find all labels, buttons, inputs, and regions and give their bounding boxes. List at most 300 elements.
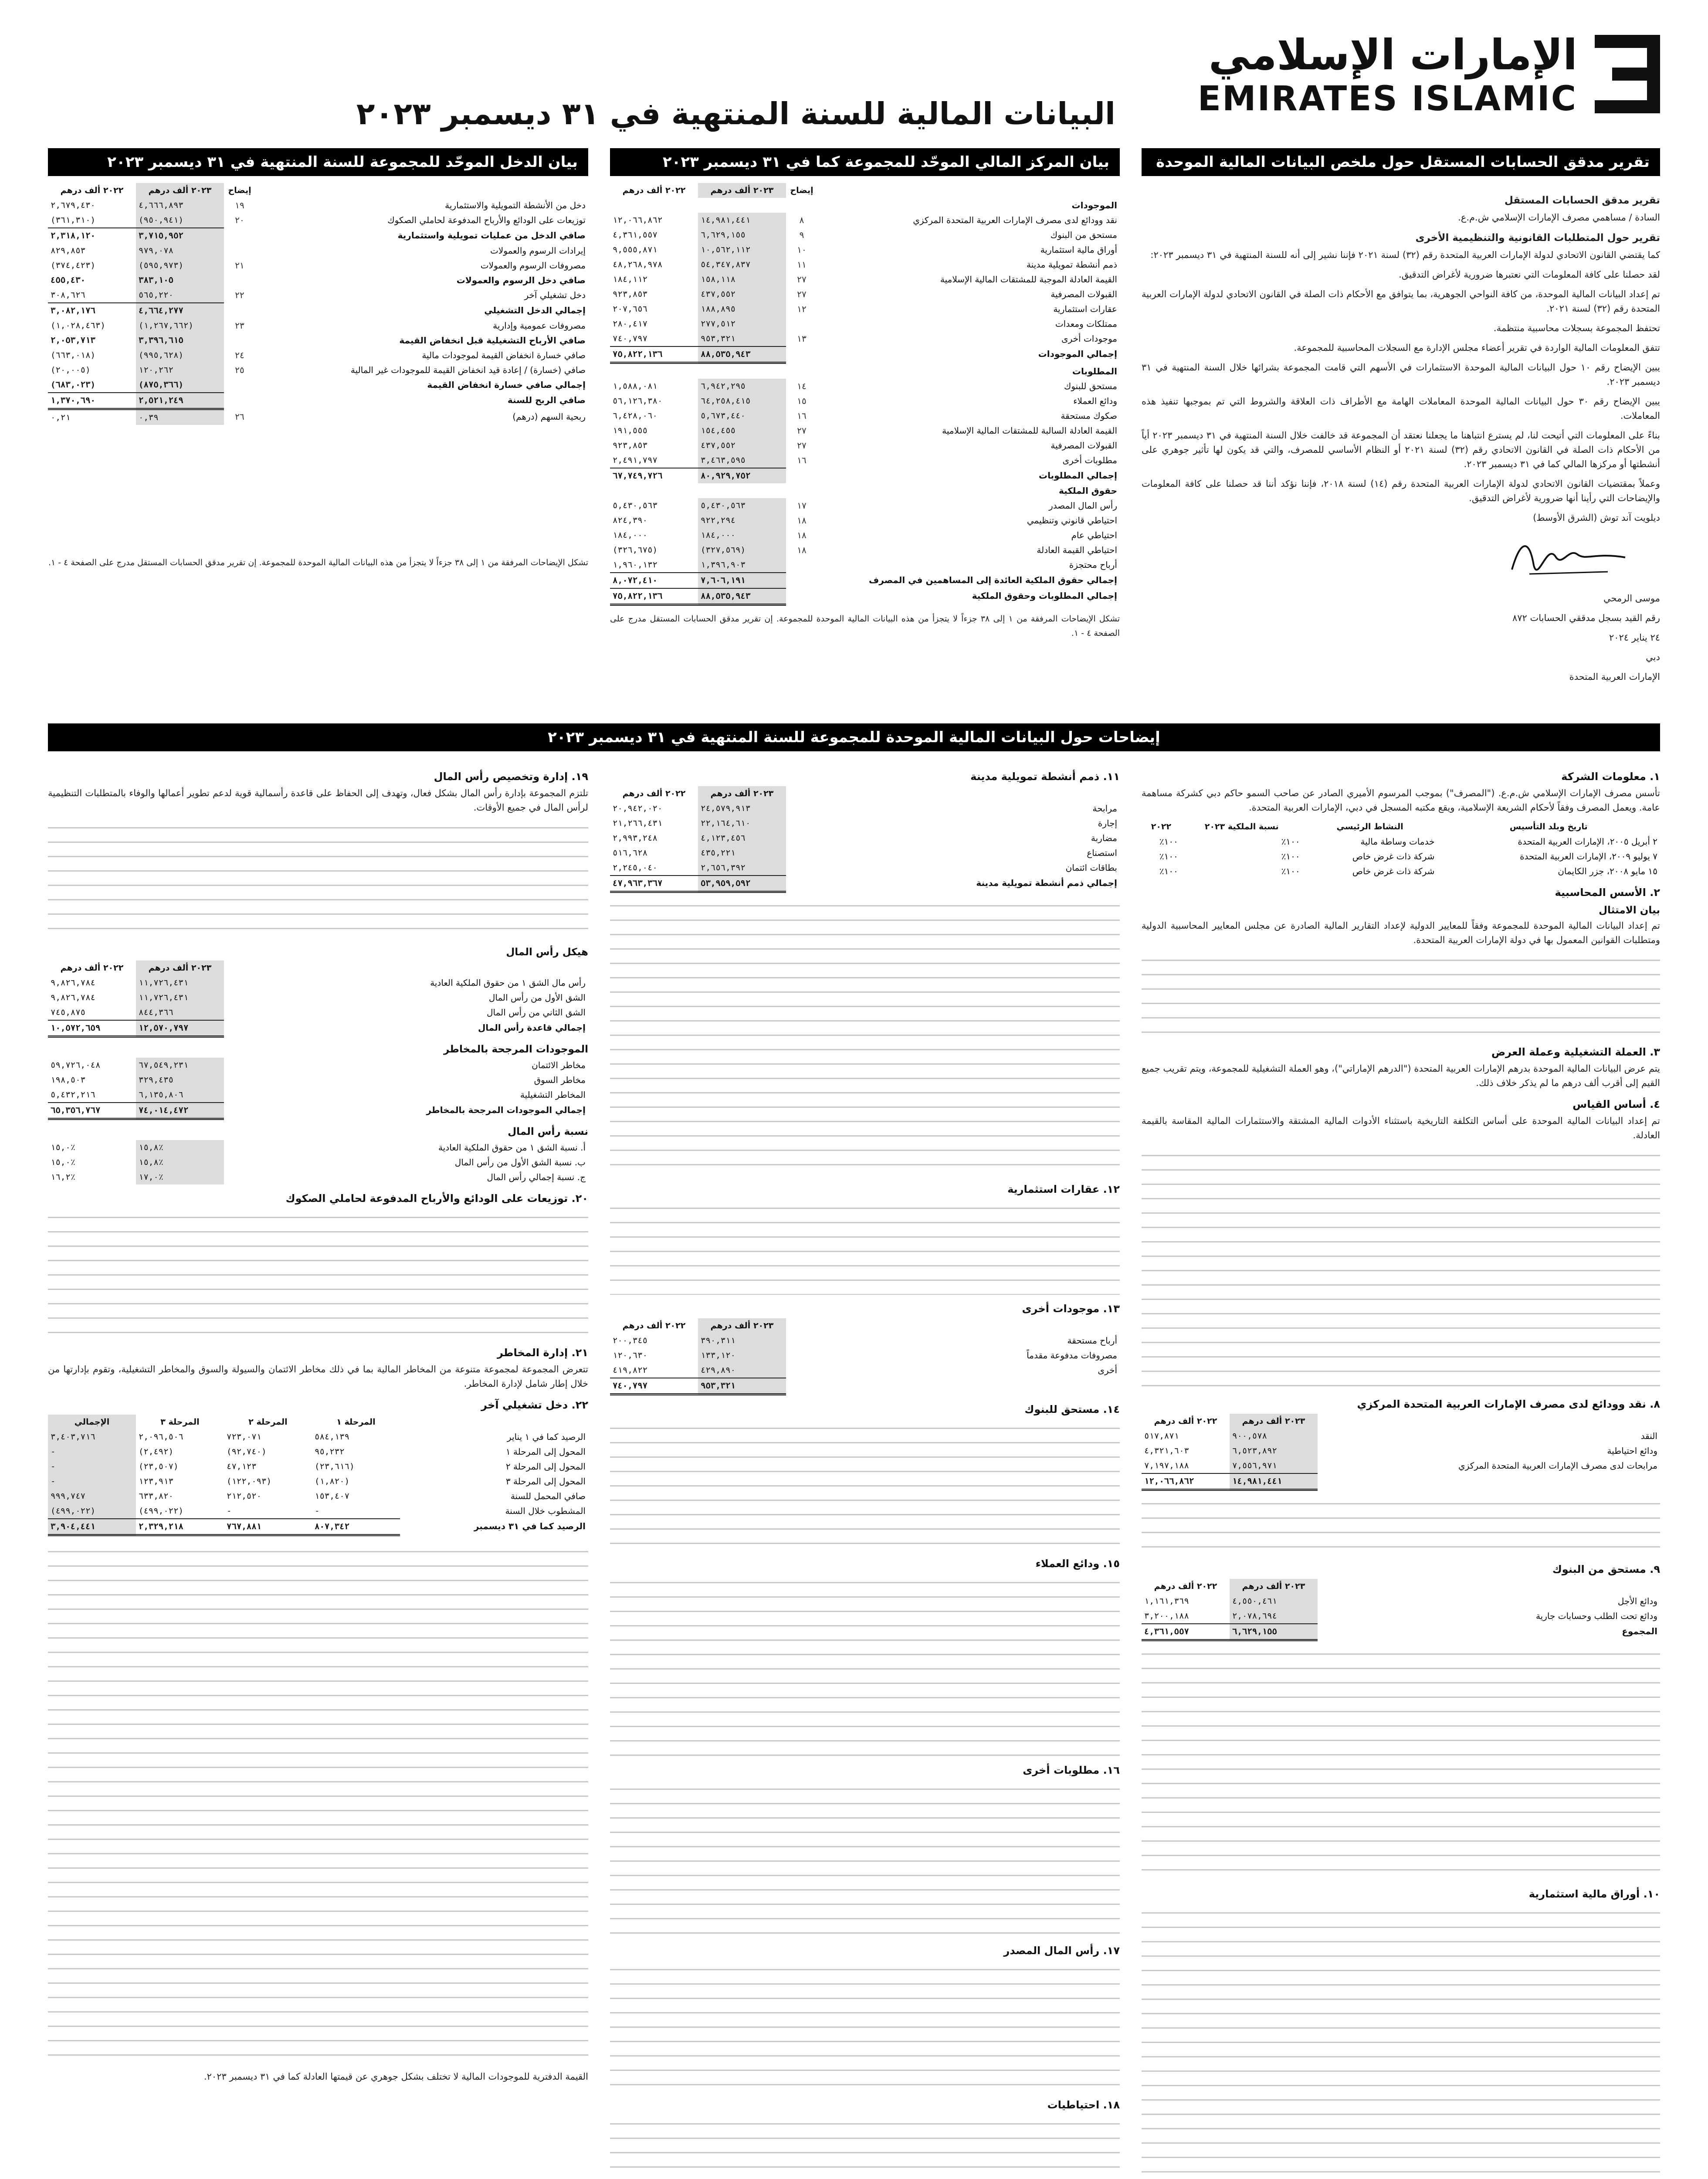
- row-value-2022: ٤٨,٢٦٨,٩٧٨: [613, 260, 663, 269]
- row-value-2022: ٩,٨٢٦,٧٨٤: [51, 993, 95, 1002]
- row-label: ب. نسبة الشق الأول من رأس المال: [454, 1157, 586, 1168]
- row-label: إجمالي صافي خسارة انخفاض القيمة: [427, 380, 586, 390]
- table-row: [1142, 1443, 1660, 1458]
- stage-value-a: (١,٨٢٠): [315, 1476, 350, 1486]
- row-value-2023: ١٥,٨٪: [136, 1140, 224, 1155]
- row-value-2022: ٤,٣٦١,٥٥٧: [613, 230, 657, 240]
- table-row: [610, 573, 1120, 588]
- row-value-2023: ٧,٥٥٦,٩٧١: [1230, 1458, 1318, 1473]
- table-row: [1142, 1473, 1660, 1490]
- table-row: [48, 409, 588, 425]
- row-value-2022: ٢,٢٤٥,٠٤٠: [613, 863, 657, 872]
- row-note-ref: ١٧: [797, 500, 807, 511]
- table-row: [610, 242, 1120, 257]
- row-value-2023: ١١,٧٢٦,٤٣١: [136, 990, 224, 1005]
- income-col-cur: ٢٠٢٣ ألف درهم: [136, 183, 224, 198]
- table-row: [48, 273, 588, 288]
- row-value-2023: ٤,٦٦٦,٨٩٣: [136, 198, 224, 213]
- table-group-heading: المطلوبات: [1072, 366, 1117, 377]
- row-note-ref: ١٥: [797, 396, 807, 406]
- row-label: القيمة العادلة السالبة للمشتقات المالية الإسلامية: [942, 425, 1117, 436]
- row-value-2023: ٣,٣٩٦,٦١٥: [136, 333, 224, 348]
- row-value-2023: ٦,٥٢٣,٨٩٢: [1230, 1443, 1318, 1458]
- row-label: المجموع: [1622, 1626, 1657, 1636]
- row-value-2022: ٧٤٠,٧٩٧: [610, 1378, 698, 1395]
- row-label: مرابحات لدى مصرف الإمارات العربية المتحدة المركزي: [1458, 1460, 1657, 1471]
- stage-value-c: ٢,٣٢٩,٢١٨: [136, 1519, 224, 1535]
- stage-value-d: ٣,٤٠٣,٧١٦: [48, 1429, 136, 1444]
- row-label: مستحق من البنوك: [1050, 230, 1117, 240]
- table-row: [48, 1020, 588, 1037]
- row-value-2023: ٤٣٧,٥٥٢: [698, 438, 786, 453]
- row-note-ref: [224, 333, 255, 348]
- row-note-ref: [786, 557, 817, 573]
- table-row: [48, 1444, 588, 1459]
- row-label: صافي (خسارة) / إعادة قيد انخفاض القيمة للموجودات غير المالية: [350, 365, 586, 375]
- row-label: دخل من الأنشطة التمويلية والاستثمارية: [445, 200, 586, 210]
- note-14-body-lines: [610, 1419, 1120, 1550]
- row-value-2023: (١,٢٦٧,٦٦٢): [136, 318, 224, 333]
- row-value-2023: ١,٣٩٦,٩٠٣: [698, 557, 786, 573]
- row-value-2022: ٨,٠٧٢,٤١٠: [610, 573, 698, 588]
- note-11-table: ٢٠٢٣ ألف درهم ٢٠٢٢ ألف درهم مرابحة ٢٤,٥٧٩,٩١٣ ٢٠,٩٤٢,٠٢٠ إجارة ٢٢,١٦٤,٦١٠ ٢١,٢٦٦,٤٣١ مضاربة ٤,١٢٣,٤٥٦ ٢,٩٩٣,٢٤٨ استصناع ٤٣٥,٢٢١ ٥١٦,٦٢٨ بطاقات ائتمان ٢,٦٥٦,٣٩٢ ٢,٢٤٥,٠٤٠ إجمالي ذمم أنشطة تمويلية مدينة ٥٣,٩٥٩,٥٩٢ ٤٧,٩٦٣,٣٦٧: [610, 786, 1120, 893]
- stage-value-d: (٤٩٩,٠٢٢): [48, 1504, 136, 1519]
- note-18-title: ١٨. احتياطيات: [1047, 2099, 1120, 2111]
- note-11-body-lines: [610, 896, 1120, 1175]
- row-label: ودائع احتياطية: [1607, 1446, 1657, 1456]
- note-21-title: ٢١. إدارة المخاطر: [497, 1347, 588, 1359]
- row-value-2022: ٩,٨٢٦,٧٨٤: [51, 978, 95, 988]
- balance-footnote: تشكل الإيضاحات المرفقة من ١ إلى ٣٨ جزءاً لا يتجزأ من هذه البيانات المالية الموحدة للمجموعة. إن تقرير مدقق الحسابات المستقل مدرج على الصفحة ٤ - ١.: [610, 614, 1120, 638]
- row-value-2023: ١٨٨,٨٩٥: [698, 302, 786, 316]
- stage-h-3: المرحلة ٣: [160, 1417, 200, 1427]
- row-note-ref: ١٩: [235, 200, 244, 210]
- note-4-title: ٤. أساس القياس: [1572, 1098, 1660, 1110]
- row-label: مستحق للبنوك: [1064, 381, 1117, 391]
- note-16-body-lines: [610, 1780, 1120, 1937]
- row-label: صكوك مستحقة: [1061, 411, 1117, 421]
- row-label: إجمالي المطلوبات وحقوق الملكية: [972, 591, 1117, 601]
- row-note-ref: [786, 573, 817, 588]
- row-label: صافي خسارة انخفاض القيمة لموجودات مالية: [422, 350, 586, 360]
- row-label: صافي الربح للسنة: [507, 395, 586, 405]
- row-label: المحول إلى المرحلة ٣: [505, 1476, 586, 1487]
- stage-value-b: (٩٢,٧٤٠): [227, 1447, 267, 1456]
- note-19-body-lines: [48, 818, 588, 940]
- subsidiaries-table: [1142, 819, 1660, 879]
- row-value-2023: ٢,٦٥٦,٣٩٢: [698, 860, 786, 876]
- row-note-ref: [786, 316, 817, 331]
- auditor-partner: موسى الرمحي: [1603, 593, 1660, 604]
- table-row: [610, 1378, 1120, 1395]
- row-value-2023: ٠,٣٩: [136, 409, 224, 425]
- row-label: دخل تشغيلي آخر: [524, 290, 586, 300]
- table-row: [610, 1348, 1120, 1363]
- row-value-2022: ٣,٢٠٠,١٨٨: [1144, 1611, 1189, 1621]
- stage-value-c: (٢,٤٩٢): [139, 1447, 174, 1456]
- row-value-2022: ١,١٦١,٣٦٩: [1144, 1596, 1189, 1606]
- stage-value-b: ٤٧,١٢٣: [227, 1462, 257, 1471]
- row-label: إجمالي الدخل التشغيلي: [484, 305, 586, 316]
- brand-mark-icon: [1595, 35, 1660, 113]
- row-label: مخاطر الائتمان: [532, 1060, 586, 1070]
- stage-value-b: -: [227, 1506, 232, 1516]
- row-value-2022: ٥١٦,٦٢٨: [613, 848, 648, 858]
- row-label: ودائع العملاء: [1073, 396, 1117, 406]
- row-value-2023: ٤٢٩,٨٩٠: [698, 1363, 786, 1378]
- table-row: [48, 1073, 588, 1087]
- auditor-p4: تحتفظ المجموعة بسجلات محاسبية منتظمة.: [1493, 323, 1660, 333]
- subs-cell-c: ١٠٠٪: [1281, 851, 1300, 862]
- auditor-city: دبي: [1646, 652, 1660, 662]
- stage-value-a: ١٥٣,٤٠٧: [315, 1491, 350, 1501]
- row-note-ref: ٨: [799, 215, 804, 225]
- row-label: احتياطي عام: [1071, 530, 1117, 540]
- note-2-text: تم إعداد البيانات المالية الموحدة للمجموعة وفقاً للمعايير الدولية لإعداد التقارير المالية الصادرة عن مجلس المعايير المحاسبية الدولية ومتطلبات القوانين المعمول بها في دولة الإمارات العربية المتحدة.: [1142, 920, 1660, 945]
- stage-value-b: (١٢٢,٠٩٣): [227, 1476, 271, 1486]
- row-value-2022: ١٩١,٥٥٥: [613, 426, 648, 435]
- row-value-2022: ١٨٤,٠٠٠: [613, 530, 648, 540]
- note-3-title: ٣. العملة التشغيلية وعملة العرض: [1491, 1046, 1660, 1058]
- row-note-ref: ١٨: [797, 515, 807, 526]
- row-label: ذمم أنشطة تمويلية مدينة: [1026, 259, 1117, 270]
- table-row: [610, 346, 1120, 363]
- stage-value-b: ٧٦٧,٨٨١: [224, 1519, 312, 1535]
- row-note-ref: ٢٧: [797, 274, 807, 285]
- auditor-p6: يبين الإيضاح رقم ١٠ حول البيانات المالية الموحدة الاستثمارات في الأسهم التي قامت المجموعة بشرائها خلال السنة المنتهية في ٣١ ديسمبر ٢٠٢٣.: [1142, 362, 1660, 387]
- table-row: [48, 243, 588, 258]
- row-label: مصروفات الرسوم والعمولات: [480, 260, 586, 271]
- note-17-title: ١٧. رأس المال المصدر: [1003, 1945, 1120, 1957]
- row-label: مصروفات عمومية وإدارية: [493, 320, 586, 331]
- table-row: [610, 1363, 1120, 1378]
- table-row: [610, 860, 1120, 876]
- auditor-firm: ديلويت آند توش (الشرق الأوسط): [1533, 513, 1660, 523]
- stage-value-a: ٩٥,٢٣٢: [315, 1447, 345, 1456]
- row-note-ref: ١٦: [797, 455, 807, 465]
- row-note-ref: [224, 303, 255, 318]
- row-value-2023: ٦,٦٢٩,١٥٥: [1230, 1624, 1318, 1640]
- row-value-2023: ١٥,٨٪: [136, 1155, 224, 1170]
- note-12-title: ١٢. عقارات استثمارية: [1007, 1183, 1120, 1195]
- row-label: صافي دخل الرسوم والعمولات: [456, 275, 586, 285]
- row-value-2022: ٢٠٧,٦٥٦: [613, 304, 648, 314]
- table-row: [610, 379, 1120, 394]
- row-value-2022: ٢٨٠,٤١٧: [613, 319, 648, 329]
- row-value-2023: ٦,٦٢٩,١٥٥: [698, 227, 786, 242]
- table-row: [610, 394, 1120, 408]
- auditor-p9: وعملاً بمقتضيات القانون الاتحادي لدولة الإمارات العربية المتحدة رقم (١٤) لسنة ٢٠١٨، فإننا نؤكد أننا قد حصلنا على كافة المعلومات والإيضاحات التي رأينا أنها ضرورية لأغراض التدقيق.: [1142, 479, 1660, 503]
- note-19-text: تلتزم المجموعة بإدارة رأس المال بشكل فعال، وتهدف إلى الحفاظ على قاعدة رأسمالية قوية لدعم تطوير أعمالها والوفاء بالمتطلبات التنظيمية لرأس المال في جميع الأوقات.: [48, 788, 588, 813]
- page-title: البيانات المالية للسنة المنتهية في ٣١ ديسمبر ٢٠٢٣: [356, 96, 1115, 132]
- note-9-body-lines: [1142, 1645, 1660, 1880]
- row-label: ربحية السهم (درهم): [512, 411, 586, 422]
- row-value-2022: ٦,٤٢٨,٠٦٠: [613, 411, 657, 421]
- note-22-title: ٢٢. دخل تشغيلي آخر: [481, 1399, 588, 1411]
- row-label: إجمالي الموجودات المرجحة بالمخاطر: [426, 1105, 586, 1115]
- row-label: الشق الأول من رأس المال: [488, 992, 586, 1003]
- row-value-2023: ٥,٦٧٣,٤٤٠: [698, 408, 786, 423]
- row-value-2023: ٨٨,٥٣٥,٩٤٣: [698, 346, 786, 363]
- stage-value-c: ١٢٣,٩١٣: [139, 1476, 174, 1486]
- row-value-2023: ٨٨,٥٣٥,٩٤٣: [698, 588, 786, 605]
- note-22-body-lines: [48, 1542, 588, 2065]
- table-row: [610, 316, 1120, 331]
- note-16-title: ١٦. مطلوبات أخرى: [1023, 1764, 1120, 1776]
- row-label: الرصيد كما في ٣١ ديسمبر: [474, 1521, 586, 1531]
- row-label: النقد: [1640, 1431, 1657, 1441]
- row-note-ref: ١٢: [797, 304, 807, 314]
- table-row: [1142, 1458, 1660, 1473]
- row-value-2022: ٧,١٩٧,١٨٨: [1144, 1461, 1189, 1470]
- row-note-ref: [224, 243, 255, 258]
- note-2-body-lines: [1142, 951, 1660, 1038]
- row-value-2023: ١٢٠,٢٦٢: [136, 363, 224, 377]
- row-note-ref: [786, 468, 817, 483]
- row-note-ref: ١٣: [797, 333, 807, 344]
- stage-value-d: -: [48, 1444, 136, 1459]
- balance-sheet: [610, 183, 1120, 715]
- balance-col-cur: ٢٠٢٣ ألف درهم: [698, 183, 786, 198]
- note-8-table: ٢٠٢٣ ألف درهم ٢٠٢٢ ألف درهم النقد ٩٠٠,٥٧٨ ٥١٧,٨٧١ ودائع احتياطية ٦,٥٢٣,٨٩٢ ٤,٣٢١,٦٠٣ مرابحات لدى مصرف الإمارات العربية المتحدة المركزي ٧,٥٥٦,٩٧١ ٧,١٩٧,١٨٨ ١٤,٩٨١,٤٤١ ١٢,٠٦٦,٨٦٢: [1142, 1414, 1660, 1491]
- table-row: [48, 1504, 588, 1519]
- row-label: رأس مال الشق ١ من حقوق الملكية العادية: [430, 977, 586, 988]
- row-value-2022: ١٦,٢٪: [51, 1172, 76, 1182]
- table-row: [1142, 834, 1660, 849]
- row-note-ref: ١٤: [797, 381, 807, 391]
- row-label: القيمة العادلة الموجبة للمشتقات المالية الإسلامية: [940, 274, 1117, 285]
- row-value-2022: ٠,٢١: [51, 413, 71, 422]
- table-row: [610, 468, 1120, 483]
- row-label: [1318, 1473, 1660, 1490]
- table-row: [48, 1170, 588, 1185]
- capital-table: ٢٠٢٣ ألف درهم ٢٠٢٢ ألف درهم رأس مال الشق ١ من حقوق الملكية العادية ١١,٧٢٦,٤٣١ ٩,٨٢٦,٧٨٤ الشق الأول من رأس المال ١١,٧٢٦,٤٣١ ٩,٨٢٦,٧٨٤ الشق الثاني من رأس المال ٨٤٤,٣٦٦ ٧٤٥,٨٧٥ إجمالي قاعدة رأس المال ١٢,٥٧٠,٧٩٧ ١٠,٥٧٢,٦٥٩: [48, 961, 588, 1038]
- row-value-2023: ٥٣,٩٥٩,٥٩٢: [698, 876, 786, 892]
- balance-table: إيضاح ٢٠٢٣ ألف درهم ٢٠٢٢ ألف درهم الموجودات نقد وودائع لدى مصرف الإمارات العربية المتحدة المركزي ٨ ١٤,٩٨١,٤٤١ ١٢,٠٦٦,٨٦٢ مستحق من البنوك ٩ ٦,٦٢٩,١٥٥ ٤,٣٦١,٥٥٧ أوراق مالية استثمارية ١٠ ١٠,٥٦٢,١١٢ ٩,٥٥٥,٨٧١ ذمم أنشطة تمويلية مدينة ١١ ٥٤,٣٤٧,٨٣٧ ٤٨,٢٦٨,٩٧٨ القيمة العادلة الموجبة للمشتقات المالية الإسلامية ٢٧ ١٥٨,١١٨ ١٨٤,١١٢ القبولات المصرفية ٢٧ ٤٣٧,٥٥٢ ٩٢٣,٨٥٣ عقارات استثمارية ١٢ ١٨٨,٨٩٥ ٢٠٧,٦٥٦ ممتلكات ومعدات ٢٧٧,٥١٢ ٢٨٠,٤١٧ موجودات أخرى ١٣ ٩٥٣,٣٢١ ٧٤٠,٧٩٧ إجمالي الموجودات ٨٨,٥٣٥,٩٤٣ ٧٥,٨٢٢,١٣٦ المطلوبات مستحق للبنوك ١٤ ٦,٩٤٢,٢٩٥ ١,٥٨٨,٠٨١ ودائع العملاء ١٥ ٦٤,٢٥٨,٤١٥ ٥٦,١٢٦,٣٨٠ صكوك مستحقة ١٦ ٥,٦٧٣,٤٤٠ ٦,٤٢٨,٠٦٠ القيمة العادلة السالبة للمشتقات المالية الإسلامية ٢٧ ١٥٤,٤٥٥ ١٩١,٥٥٥ القبولات المصرفية ٢٧ ٤٣٧,٥٥٢ ٩٢٣,٨٥٣ مطلوبات أخرى ١٦ ٣,٤٦٣,٥٩٥ ٢,٤٩١,٧٩٧ إجمالي المطلوبات ٨٠,٩٢٩,٧٥٢ ٦٧,٧٤٩,٧٢٦ حقوق الملكية رأس المال المصدر ١٧ ٥,٤٣٠,٥٦٣ ٥,٤٣٠,٥٦٣ احتياطي قانوني وتنظيمي ١٨ ٩٢٢,٢٩٤ ٨٢٤,٣٩٠ احتياطي عام ١٨ ١٨٤,٠٠٠ ١٨٤,٠٠٠ احتياطي القيمة العادلة ١٨ (٣٢٧,٥٦٩) (٣٢٦,٦٧٥) أرباح محتجزة ١,٣٩٦,٩٠٣ ١,٩٦٠,١٣٢ إجمالي حقوق الملكية العائدة إلى المساهمين في المصرف ٧,٦٠٦,١٩١ ٨,٠٧٢,٤١٠ إجمالي المطلوبات وحقوق الملكية ٨٨,٥٣٥,٩٤٣ ٧٥,٨٢٢,١٣٦: [610, 183, 1120, 606]
- table-row: [610, 816, 1120, 831]
- row-value-2023: (٩٩٥,٦٢٨): [136, 348, 224, 363]
- capital-structure-title: هيكل رأس المال: [506, 947, 588, 958]
- row-label: [786, 1378, 1120, 1395]
- row-value-2022: (٣٦١,٣١٠): [51, 215, 95, 225]
- row-value-2022: ٩,٥٥٥,٨٧١: [613, 245, 657, 255]
- row-value-2022: ٤٧,٩٦٣,٣٦٧: [610, 876, 698, 892]
- subs-cell-a: ٧ يوليو ٢٠٠٩، الإمارات العربية المتحدة: [1520, 851, 1657, 862]
- row-value-2023: ١٣٣,١٢٠: [698, 1348, 786, 1363]
- row-note-ref: ٢٧: [797, 289, 807, 299]
- stage-value-d: ٩٩٩,٧٤٧: [48, 1489, 136, 1504]
- table-row: [48, 363, 588, 377]
- notes-column-3: [48, 763, 588, 2179]
- row-value-2023: ١١,٧٢٦,٤٣١: [136, 975, 224, 990]
- row-value-2022: ٨٢٩,٨٥٣: [51, 246, 86, 255]
- row-value-2022: (٦٦٣,٠١٨): [51, 350, 95, 360]
- row-note-ref: [786, 346, 817, 363]
- auditor-registration: رقم القيد بسجل مدققي الحسابات ٨٧٢: [1512, 613, 1660, 623]
- note-20-body-lines: [48, 1208, 588, 1339]
- auditor-p8: بناءً على المعلومات التي أتيحت لنا، لم يسترع انتباهنا ما يجعلنا نعتقد أن المجموعة قد خالفت خلال السنة المنتهية في ٣١ ديسمبر ٢٠٢٣ أياً من الأحكام ذات الصلة في القانون الاتحادي رقم (٣٢) لسنة ٢٠٢١ أو النظام الأساسي للمصرف، والتي قد يكون لها تأثير جوهري على أنشطتها أو مركزها المالي كما في ٣١ ديسمبر ٢٠٢٣.: [1142, 430, 1660, 469]
- row-value-2022: ١٩٨,٥٠٣: [51, 1075, 86, 1085]
- note-10-title: ١٠. أوراق مالية استثمارية: [1528, 1888, 1660, 1900]
- row-value-2022: ٢٠٠,٣٤٥: [613, 1336, 648, 1345]
- table-row: [48, 288, 588, 303]
- income-statement: [48, 183, 588, 715]
- table-row: [610, 227, 1120, 242]
- table-row: [610, 302, 1120, 316]
- row-value-2023: ١٥٤,٤٥٥: [698, 423, 786, 438]
- income-table: إيضاح ٢٠٢٣ ألف درهم ٢٠٢٢ ألف درهم دخل من الأنشطة التمويلية والاستثمارية ١٩ ٤,٦٦٦,٨٩٣ ٢,٦٧٩,٤٣٠ توزيعات على الودائع والأرباح المدفوعة لحاملي الصكوك ٢٠ (٩٥٠,٩٤١) (٣٦١,٣١٠) صافي الدخل من عمليات تمويلية واستثمارية ٣,٧١٥,٩٥٢ ٢,٣١٨,١٢٠ إيرادات الرسوم والعمولات ٩٧٩,٠٧٨ ٨٢٩,٨٥٣ مصروفات الرسوم والعمولات ٢١ (٥٩٥,٩٧٣) (٣٧٤,٤٢٣) صافي دخل الرسوم والعمولات ٣٨٣,١٠٥ ٤٥٥,٤٣٠ دخل تشغيلي آخر ٢٢ ٥٦٥,٢٢٠ ٣٠٨,٦٢٦ إجمالي الدخل التشغيلي ٤,٦٦٤,٢٧٧ ٣,٠٨٢,١٧٦ مصروفات عمومية وإدارية ٢٣ (١,٢٦٧,٦٦٢) (١,٠٢٨,٤٦٣) صافي الأرباح التشغيلية قبل انخفاض القيمة ٣,٣٩٦,٦١٥ ٢,٠٥٣,٧١٣ صافي خسارة انخفاض القيمة لموجودات مالية ٢٤ (٩٩٥,٦٢٨) (٦٦٣,٠١٨) صافي (خسارة) / إعادة قيد انخفاض القيمة للموجودات غير المالية ٢٥ ١٢٠,٢٦٢ (٢٠,٠٠٥) إجمالي صافي خسارة انخفاض القيمة (٨٧٥,٣٦٦) (٦٨٣,٠٢٣) صافي الربح للسنة ٢,٥٢١,٢٤٩ ١,٣٧٠,٦٩٠ ربحية السهم (درهم) ٢٦ ٠,٣٩ ٠,٢١: [48, 183, 588, 425]
- row-value-2022: ٢,٠٥٣,٧١٣: [51, 336, 95, 345]
- row-label: احتياطي قانوني وتنظيمي: [1027, 515, 1117, 526]
- table-row: [1142, 1624, 1660, 1640]
- row-value-2022: ٧٥,٨٢٢,١٣٦: [610, 346, 698, 363]
- note-2-sub: بيان الامتثال: [1599, 905, 1660, 916]
- row-value-2023: ٢,٥٢١,٢٤٩: [136, 393, 224, 409]
- stage-value-c: (٤٩٩,٠٢٢): [139, 1506, 183, 1516]
- row-note-ref: ١٠: [797, 244, 807, 255]
- row-value-2022: (٣٢٦,٦٧٥): [613, 545, 657, 555]
- row-value-2023: ٦٤,٢٥٨,٤١٥: [698, 394, 786, 408]
- note-10-body-lines: [1142, 1904, 1660, 2179]
- row-value-2023: ٥٤,٣٤٧,٨٣٧: [698, 257, 786, 272]
- ratio-table: [48, 1140, 588, 1185]
- subs-h-c: نسبة الملكية ٢٠٢٣: [1204, 822, 1279, 832]
- row-label: مصروفات مدفوعة مقدماً: [1027, 1350, 1117, 1361]
- row-value-2022: ٢,٩٩٣,٢٤٨: [613, 833, 657, 843]
- stage-h-2: المرحلة ٢: [248, 1417, 288, 1427]
- row-label: احتياطي القيمة العادلة: [1037, 545, 1117, 555]
- row-value-2022: ٦٧,٧٤٩,٧٢٦: [610, 468, 698, 483]
- table-row: [610, 213, 1120, 227]
- row-value-2022: ١٢,٠٦٦,٨٦٢: [1142, 1473, 1230, 1490]
- table-row: [610, 543, 1120, 557]
- notes-section-title: إيضاحات حول البيانات المالية الموحدة للمجموعة للسنة المنتهية في ٣١ ديسمبر ٢٠٢٣: [48, 723, 1660, 751]
- row-note-ref: ١٦: [797, 411, 807, 421]
- row-value-2022: ٣٠٨,٦٢٦: [51, 290, 86, 300]
- table-heading-row: [610, 363, 1120, 379]
- note-21-text: تتعرض المجموعة لمجموعة متنوعة من المخاطر المالية بما في ذلك مخاطر الائتمان والسيولة والسوق والمخاطر التشغيلية، وتقوم بإدارتها من خلال إطار شامل لإدارة المخاطر.: [48, 1364, 588, 1389]
- row-value-2022: (٣٧٤,٤٢٣): [51, 261, 95, 270]
- stage-value-b: ٧٢٣,٠٧١: [227, 1432, 262, 1442]
- row-label: ودائع تحت الطلب وحسابات جارية: [1535, 1611, 1657, 1621]
- row-value-2023: ٣٢٩,٤٣٥: [136, 1073, 224, 1087]
- note-2-title: ٢. الأسس المحاسبية: [1555, 886, 1660, 899]
- subs-cell-a: ١٥ مايو ٢٠٠٨، جزر الكايمان: [1558, 866, 1657, 876]
- subs-h-d: ٢٠٢٢: [1151, 822, 1172, 832]
- stage-value-c: ٢,٠٩٦,٥٠٦: [139, 1432, 183, 1442]
- table-row: [48, 393, 588, 409]
- row-value-2022: (١,٠٢٨,٤٦٣): [51, 321, 105, 330]
- row-note-ref: [224, 393, 255, 409]
- subs-h-b: النشاط الرئيسي: [1336, 822, 1403, 832]
- auditor-report: [1142, 187, 1660, 697]
- table-row: [1142, 1609, 1660, 1624]
- stage-value-a: -: [315, 1506, 320, 1516]
- row-value-2023: ١٨٤,٠٠٠: [698, 528, 786, 543]
- stage-value-a: ٥٨٤,١٣٩: [315, 1432, 350, 1442]
- table-row: [610, 876, 1120, 892]
- row-note-ref: ٢٤: [235, 350, 244, 360]
- row-value-2022: ٥,٤٣٠,٥٦٣: [613, 501, 657, 510]
- row-label: صافي المحمل للسنة: [510, 1491, 586, 1501]
- auditor-p1: كما يقتضي القانون الاتحادي لدولة الإمارات العربية المتحدة رقم (٣٢) لسنة ٢٠٢١ فإننا نشير إلى أنه للسنة المنتهية في ٣١ ديسمبر ٢٠٢٣:: [1150, 250, 1660, 260]
- subs-cell-d: ١٠٠٪: [1159, 866, 1178, 876]
- table-row: [48, 333, 588, 348]
- note-15-title: ١٥. ودائع العملاء: [1035, 1558, 1120, 1570]
- row-value-2023: ٦٧,٥٤٩,٢٣١: [136, 1058, 224, 1073]
- row-label: القبولات المصرفية: [1051, 289, 1117, 299]
- auditor-p3: تم إعداد البيانات المالية الموحدة، من كافة النواحي الجوهرية، بما يتوافق مع الأحكام ذات الصلة في القانون الاتحادي لدولة الإمارات العربية المتحدة رقم (٣٢) لسنة ٢٠٢١.: [1142, 289, 1660, 314]
- table-row: [48, 1155, 588, 1170]
- row-note-ref: ٢٢: [235, 290, 244, 300]
- table-row: [48, 975, 588, 990]
- row-value-2023: ٥,٤٣٠,٥٦٣: [698, 498, 786, 513]
- note-13-title: ١٣. موجودات أخرى: [1022, 1303, 1120, 1315]
- auditor-section-title: تقرير مدقق الحسابات المستقل حول ملخص البيانات المالية الموحدة: [1142, 148, 1660, 176]
- row-label: المشطوب خلال السنة: [505, 1506, 586, 1516]
- table-row: [48, 1087, 588, 1103]
- row-value-2022: ٦٥,٣٥٦,٧٦٧: [48, 1103, 136, 1119]
- row-value-2023: ٣٨٣,١٠٥: [136, 273, 224, 288]
- row-label: استصناع: [1087, 848, 1117, 858]
- auditor-date: ٢٤ يناير ٢٠٢٤: [1609, 632, 1660, 643]
- row-label: إجارة: [1098, 818, 1117, 828]
- row-value-2023: ٩٧٩,٠٧٨: [136, 243, 224, 258]
- balance-col-prev: ٢٠٢٢ ألف درهم: [622, 186, 686, 195]
- table-row: [610, 831, 1120, 845]
- row-value-2023: ٤٣٥,٢٢١: [698, 845, 786, 860]
- row-value-2022: ١٢٠,٦٣٠: [613, 1351, 648, 1360]
- row-value-2023: (٩٥٠,٩٤١): [136, 213, 224, 228]
- table-row: [610, 557, 1120, 573]
- stage-value-d: ٣,٩٠٤,٤٤١: [48, 1519, 136, 1535]
- row-label: رأس المال المصدر: [1049, 500, 1117, 511]
- table-row: [48, 1005, 588, 1020]
- row-value-2022: ٢١,٢٦٦,٤٣١: [613, 818, 663, 828]
- row-label: إجمالي المطلوبات: [1039, 470, 1117, 481]
- notes-column-2: [610, 763, 1120, 2179]
- subs-cell-b: شركة ذات غرض خاص: [1352, 866, 1435, 876]
- row-label: المخاطر التشغيلية: [520, 1090, 586, 1100]
- row-note-ref: ٢٥: [235, 365, 244, 375]
- note-17-body-lines: [610, 1960, 1120, 2091]
- table-row: [610, 257, 1120, 272]
- row-note-ref: ١١: [797, 259, 807, 270]
- table-row: [48, 1140, 588, 1155]
- table-row: [610, 845, 1120, 860]
- ecl-stage-table: [48, 1415, 588, 1536]
- table-row: [610, 801, 1120, 816]
- table-row: [48, 1459, 588, 1474]
- table-row: [610, 498, 1120, 513]
- row-label: إجمالي قاعدة رأس المال: [478, 1022, 586, 1033]
- table-row: [1142, 1429, 1660, 1443]
- note-14-title: ١٤. مستحق للبنوك: [1024, 1403, 1120, 1415]
- row-note-ref: ٢٦: [235, 411, 244, 422]
- row-value-2023: ٨٠,٩٢٩,٧٥٢: [698, 468, 786, 483]
- subs-cell-d: ١٠٠٪: [1159, 836, 1178, 847]
- table-row: [610, 453, 1120, 468]
- row-value-2023: ٤,٥٥٠,٤٦١: [1230, 1594, 1318, 1609]
- subs-cell-b: شركة ذات غرض خاص: [1352, 851, 1435, 862]
- row-label: صافي الأرباح التشغيلية قبل انخفاض القيمة: [399, 335, 586, 346]
- note-20-title: ٢٠. توزيعات على الودائع والأرباح المدفوعة لحاملي الصكوك: [285, 1192, 588, 1205]
- row-label: إجمالي الموجودات: [1038, 349, 1117, 359]
- row-value-2023: ٢,٠٧٨,٦٩٤: [1230, 1609, 1318, 1624]
- auditor-country: الإمارات العربية المتحدة: [1569, 672, 1660, 682]
- table-group-heading: حقوق الملكية: [1058, 485, 1117, 496]
- table-row: [1142, 1594, 1660, 1609]
